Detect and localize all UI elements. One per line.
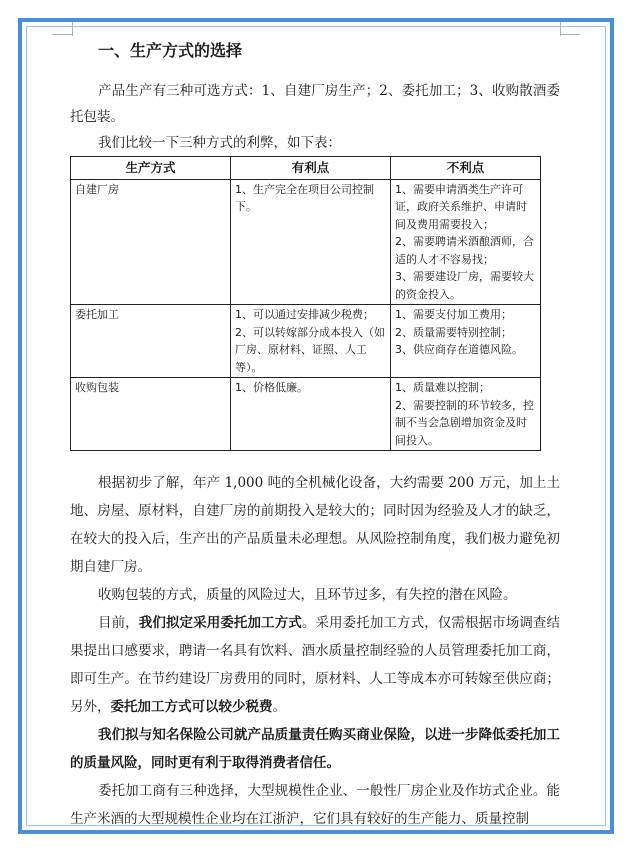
decision-suffix: 。 [272,699,286,715]
decision-emphasis: 我们拟定采用委托加工方式 [138,615,302,631]
table-header-cons: 不利点 [391,157,541,180]
pros-item: 1、生产完全在项目公司控制下。 [235,182,374,213]
table-cell-mode: 自建厂房 [71,179,231,305]
tax-emphasis: 委托加工方式可以较少税费 [110,699,273,715]
pros-item: 1、可以通过安排减少税费； [235,308,374,321]
cons-item: 1、需要支付加工费用； [395,308,512,321]
table-cell-pros [231,179,391,305]
document-page [70,38,560,833]
table-cell-cons [391,305,541,378]
pros-item: 1、价格低廉。 [235,381,308,394]
table-row [71,179,541,305]
decision-body: 。采用委托加工方式，仅需根据市场调查结果提出口感要求，聘请一名具有饮料、酒水质量控制经验的人员管理委托加工商，即可生产。在节约建设厂房费用的同时，原材料、人工等成本亦可转嫁至供应商；另外， [70,615,561,715]
contractor-paragraph: 委托加工商有三种选择，大型规模性企业、一般性厂房企业及作坊式企业。能生产米酒的大型规模性企业均在江浙沪，它们具有较好的生产能力、质量控制 [70,783,560,827]
table-cell-pros [231,305,391,378]
section-heading: 一、生产方式的选择 [98,41,243,60]
decision-prefix: 目前， [98,615,139,631]
table-row [71,305,541,378]
decision-paragraph [70,609,560,721]
table-header-mode: 生产方式 [71,157,231,180]
comparison-table [70,156,541,451]
purchase-risk-paragraph: 收购包装的方式，质量的风险过大，且环节过多，有失控的潜在风险。 [98,587,517,603]
cons-item: 3、需要建设厂房，需要较大的资金投入。 [395,270,534,301]
crop-mark-top-right-v [560,22,561,36]
table-cell-cons [391,179,541,305]
intro-paragraph: 产品生产有三种可选方式：1、自建厂房生产；2、委托加工；3、收购散酒委托包装。 [70,83,560,125]
table-header-row [71,157,541,180]
insurance-paragraph [70,721,560,777]
cons-item: 2、需要控制的环节较多，控制不当会急剧增加资金及时间投入。 [395,398,534,447]
table-cell-mode: 收购包装 [71,378,231,451]
crop-mark-top-left [52,34,72,35]
table-spacer [70,451,560,469]
cons-item: 1、质量难以控制； [395,381,490,394]
cons-item: 2、需要聘请米酒酿酒师，合适的人才不容易找； [395,235,534,266]
table-cell-mode: 委托加工 [71,305,231,378]
pros-item: 2、可以转嫁部分成本投入（如厂房、原材料、证照、人工等）。 [235,325,385,374]
crop-mark-top-left-v [72,22,73,36]
compare-lead-paragraph: 我们比较一下三种方式的利弊，如下表： [98,135,341,151]
cons-item: 1、需要申请酒类生产许可证，政府关系维护、申请时间及费用需要投入； [395,182,527,231]
table-row [71,378,541,451]
table-cell-cons [391,378,541,451]
insurance-emphasis: 我们拟与知名保险公司就产品质量责任购买商业保险，以进一步降低委托加工的质量风险，同时更有利于取得消费者信任。 [70,727,560,771]
cons-item: 2、质量需要特别控制； [395,325,512,339]
table-header-pros: 有利点 [231,157,391,180]
cons-item: 3、供应商存在道德风险。 [395,343,523,356]
crop-mark-top-right [560,34,580,35]
table-cell-pros [231,378,391,451]
analysis-paragraph: 根据初步了解，年产 1,000 吨的全机械化设备，大约需要 200 万元，加上土地、房屋、原材料，自建厂房的前期投入是较大的；同时因为经验及人才的缺乏，在较大的投入后，生产出的产品质量未必理想。从风险控制角度，我们极力避免初期自建厂房。 [70,475,560,575]
